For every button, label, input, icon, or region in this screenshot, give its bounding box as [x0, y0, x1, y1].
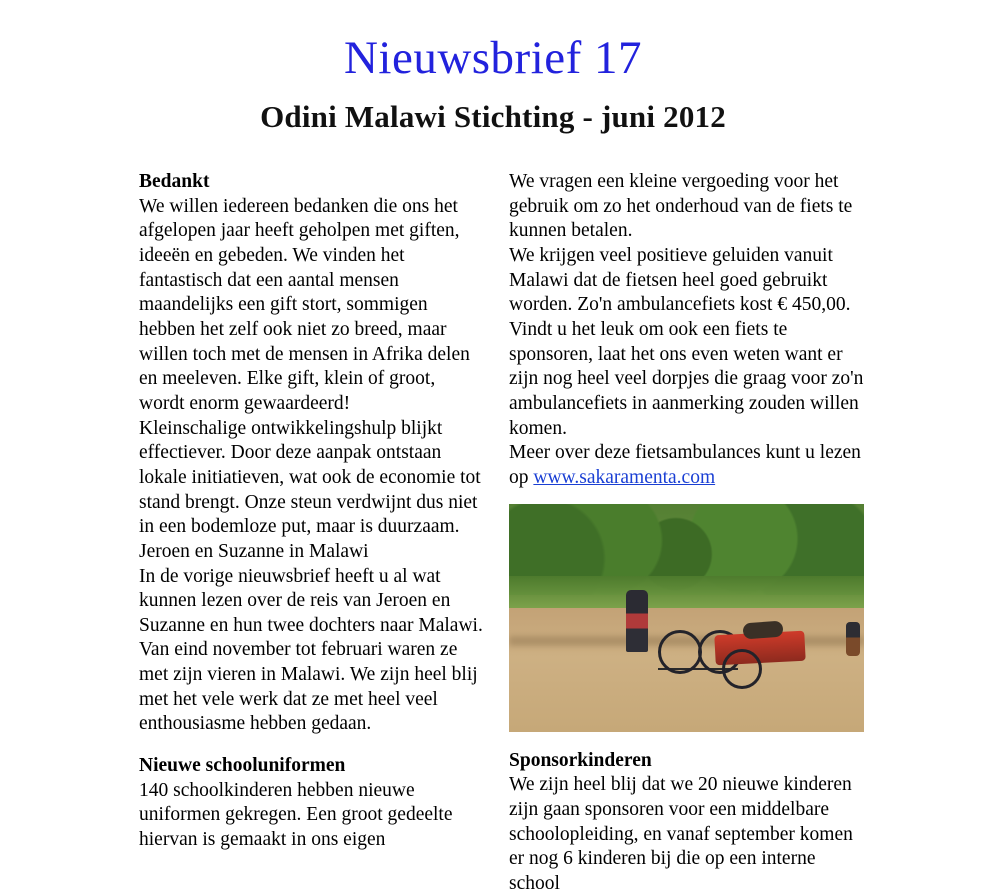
- paragraph-meer-info-text: Meer over deze fietsambulances kunt u lezen op: [509, 442, 861, 488]
- photo-person-right: [846, 622, 860, 656]
- paragraph-meer-info: [509, 441, 864, 490]
- fietsambulance-photo: [509, 504, 864, 732]
- heading-bedankt: Bedankt: [139, 171, 210, 192]
- paragraph-spacer: [139, 737, 484, 754]
- paragraph-vergoeding: We vragen een kleine vergoeding voor het gebruik om zo het onderhoud van de fiets te kunnen betalen.: [509, 171, 853, 242]
- page-subtitle: Odini Malawi Stichting - juni 2012: [260, 99, 726, 135]
- right-column: [509, 170, 864, 896]
- left-column: [139, 170, 484, 896]
- masthead: [0, 0, 986, 135]
- photo-bicycle-wheel-front: [658, 630, 702, 674]
- heading-sponsorkinderen: Sponsorkinderen: [509, 749, 652, 771]
- paragraph-uniformen: 140 schoolkinderen hebben nieuwe uniformen gekregen. Een groot gedeelte hiervan is gemaakt in ons eigen: [139, 779, 453, 851]
- column-gap: [484, 170, 509, 896]
- sakaramenta-link[interactable]: www.sakaramenta.com: [533, 466, 716, 488]
- paragraph-bedankt: We willen iedereen bedanken die ons het afgelopen jaar heeft geholpen met giften, ideeën en gebeden. We vinden het fantastisch dat een aantal mensen maandelijks een gift stort, sommigen hebben het zelf ook niet zo breed, maar willen toch met de mensen in Afrika delen en meeleven. Elke gift, klein of groot, wordt enorm gewaardeerd!: [139, 195, 470, 414]
- page-title: Nieuwsbrief 17: [343, 32, 643, 84]
- content-columns: [0, 170, 986, 896]
- paragraph-jeroen-suzanne: In de vorige nieuwsbrief heeft u al wat kunnen lezen over de reis van Jeroen en Suzanne en hun twee dochters naar Malawi.: [139, 565, 483, 636]
- photo-person-standing: [626, 590, 648, 652]
- paragraph-kleinschalige-hulp: Kleinschalige ontwikkelingshulp blijkt effectiever. Door deze aanpak ontstaan lokale initiatieven, wat ook de economie tot stand brengt. Onze steun verdwijnt dus niet in een bodemloze put, maar is duurzaam.: [139, 417, 481, 538]
- photo-person-lying: [743, 621, 784, 640]
- paragraph-sponsorkinderen: We zijn heel blij dat we 20 nieuwe kinderen zijn gaan sponsoren voor een middelbare schoolopleiding, en vanaf september komen er nog 6 kinderen bij die op een interne school: [509, 774, 853, 894]
- paragraph-positieve-geluiden: We krijgen veel positieve geluiden vanuit Malawi dat de fietsen heel goed gebruikt worden. Zo'n ambulancefiets kost € 450,00. Vindt u het leuk om ook een fiets te sponsoren, laat het ons even weten want er zijn nog heel veel dorpjes die graag voor zo'n ambulancefiets in aanmerking zouden willen komen.: [509, 244, 864, 439]
- paragraph-jeroen-suzanne-title: Jeroen en Suzanne in Malawi: [139, 540, 369, 562]
- photo-spacer: [509, 732, 864, 749]
- heading-nieuwe-schooluniformen: Nieuwe schooluniformen: [139, 755, 346, 777]
- paragraph-november: Van eind november tot februari waren ze met zijn vieren in Malawi. We zijn heel blij met het vele werk dat ze met heel veel enthousiasme hebben gedaan.: [139, 639, 478, 735]
